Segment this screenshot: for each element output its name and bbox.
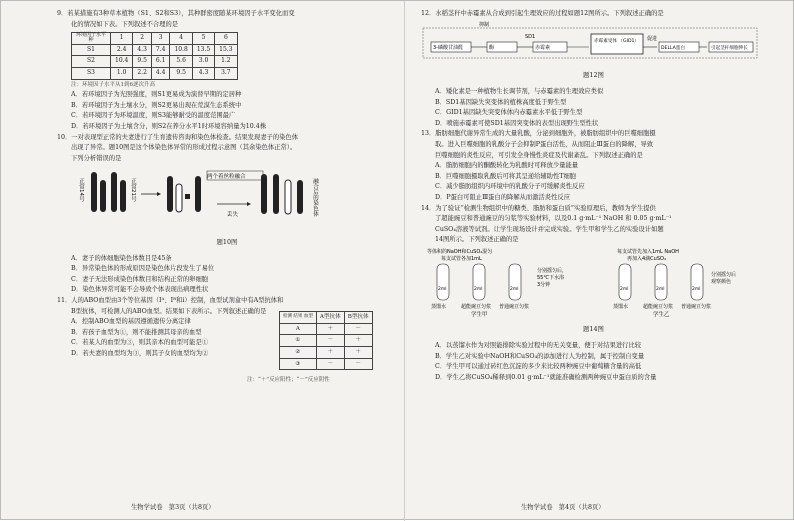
q10-stem-1: 10．一对表现型正常的夫妻进行了生育遗传咨询和染色体检查。结果发现妻子的染色体	[57, 133, 298, 141]
footer-page-3: 生物学试卷 第3页（共8页）	[131, 504, 215, 511]
q9-stem-1: 9．若某措施有3种草本植物（S1、S2和S3），其种群密度随某环境因子水平变化而变	[57, 10, 295, 17]
q14-b-top: 每支试管先加入1mL NaOH	[617, 248, 679, 255]
q13-option-c: C．减少脂肪组织内环境中的乳酸分子可缓解炎性反应	[435, 183, 585, 191]
q14-b-side: 分别摇匀后	[711, 271, 737, 278]
q14-line-1: 14．为了验证“检测生物组织中的糖类、脂肪和蛋白质”实验原理后，教师为学生提供	[421, 204, 656, 212]
q14-option-b: B．学生乙对实验中NaOH和CuSO₄的添加进行人为控制，属于控制自变量	[435, 352, 645, 360]
q12-effect: 引起茎秆细胞伸长	[711, 45, 748, 51]
table-row: ③ － －	[280, 358, 373, 370]
table-row: ② ＋ ＋	[280, 347, 373, 359]
q12-option-b: B．SD1基因缺失突变体的植株高度低于野生型	[435, 98, 567, 106]
table-row: A ＋ －	[280, 323, 373, 335]
q10-stem-2: 出现了异常。题10图是这个体染色体异常的形成过程示意图（其余染色体正常）。	[71, 144, 297, 152]
tube-volume: 2ml	[438, 286, 447, 292]
q12-caption: 题12图	[583, 70, 604, 79]
q9-option-c: C．若环境因子为环境温度，则S3能够耐受的温度范围最广	[71, 112, 236, 120]
table-row: S1 2.4 4.3 7.4 10.8 13.5 15.3	[72, 44, 238, 56]
q10-option-a: A．妻子的体细胞染色体数目是45条	[71, 254, 172, 262]
q14-line-2: 了超能豌豆和普通豌豆的匀浆等实验材料，以及0.1 g·mL⁻¹ NaOH 和 0.05 g·mL⁻¹	[435, 215, 672, 223]
q12-sd1: SD1	[525, 33, 536, 40]
q14-a-tube-2: 超能豌豆匀浆	[461, 303, 492, 310]
q9-stem-2: 化的情况如下表。下列叙述不合理的是	[71, 20, 179, 28]
q11-option-c: C．若某人的血型为③，则其亲本的血型可能是①	[71, 339, 209, 347]
q9-level: 3	[151, 33, 170, 45]
q11-header-a: A型抗体	[316, 312, 344, 324]
q12-option-d: D．喷施赤霉素可使SD1基因突变体的表型出现野生型性状	[435, 119, 599, 127]
tube-volume: 2ml	[620, 286, 629, 292]
q9-level: 2	[133, 33, 152, 45]
page-fold	[404, 1, 405, 521]
q9-level: 6	[215, 33, 237, 45]
q13-line-1: 13．脂肪细胞代谢异常生成的大量乳酸，分泌到细胞外，被脂肪组织中的巨噬细胞摄	[421, 130, 656, 138]
q9-option-b: B．若环境因子为土壤水分，则S2更易出现在荒漠生态系统中	[71, 101, 242, 109]
q11-note: 注：“＋”反应阳性；“－”反应阴性	[247, 377, 330, 384]
label-lost: 丢失	[227, 212, 239, 219]
q14-b-top2: 再加入4滴CuSO₄	[627, 255, 666, 262]
q9-option-a: A．若环境因子为光照强度，则S1更易成为演替早期的定居种	[71, 91, 242, 99]
q12-receptor: 赤霉素受体 （GID1）	[594, 38, 639, 44]
q14-caption: 题14图	[583, 325, 604, 334]
test-tube	[619, 264, 631, 300]
q10-option-b: B．异常染色体的形成原因是染色体片段发生了易位	[71, 265, 215, 273]
q9-level: 1	[111, 33, 133, 45]
label-fused: 融合后的染色体	[312, 178, 318, 217]
q9-table	[71, 32, 238, 79]
q12-promote: 促进	[647, 35, 658, 42]
q13-option-d: D．P蛋白可阻止Ⅲ蛋白的降解从而激活炎性反应	[435, 193, 570, 201]
q12-option-a: A．矮化素是一种植物生长调节剂，与赤霉素的生理效应类似	[435, 87, 604, 95]
q14-line-3: CuSO₄溶液等试剂。让学生现场设计并完成实验。学生甲和学生乙的实验设计如题	[435, 225, 664, 233]
q9-level: 5	[192, 33, 214, 45]
q11-stem-2: B型抗体，可检测人的ABO血型。结果如下表所示。下列叙述正确的是	[71, 307, 267, 315]
test-tube	[473, 264, 485, 300]
student-a-tubes	[437, 264, 521, 300]
q14-b-tube-2: 超能豌豆匀浆	[643, 303, 674, 310]
q9-level: 4	[170, 33, 192, 45]
q11-corner: 检测 结果 血型	[280, 312, 317, 324]
q14-b-tube-1: 蒸馏水	[613, 303, 629, 310]
q14-line-4: 14图所示。下列叙述正确的是	[435, 236, 519, 244]
q12-della: DELLA蛋白	[661, 45, 685, 51]
test-tube	[509, 264, 521, 300]
student-b-tubes	[619, 264, 703, 300]
q11-option-d: D．若夫妻的血型均为③，则其子女的血型均为②	[71, 350, 209, 358]
q14-a-cond3: 3分钟	[537, 281, 551, 288]
q14-a-cond2: 55℃下水浴	[537, 274, 564, 281]
table-row: ① － ＋	[280, 335, 373, 347]
q11-option-a: A．控制ABO血型的基因遵循遗传分离定律	[71, 318, 191, 326]
q12-option-c: C．GID1基因缺失突变体体内赤霉素水平低于野生型	[435, 109, 583, 117]
q11-block	[57, 314, 397, 384]
q14-b-name: 学生乙	[653, 311, 670, 318]
q14-b-side2: 观察颜色	[711, 278, 732, 285]
q14-option-c: C．学生甲可以通过砖红色沉淀的多少来比较两种豌豆中葡萄糖含量的高低	[435, 363, 642, 371]
q12-ga: 赤霉素	[535, 44, 551, 51]
q11-header-b: B型抗体	[344, 312, 372, 324]
q11-option-b: B．若孩子血型为①，则不能推测其母亲的血型	[71, 328, 202, 336]
q13-option-a: A．脂肪细胞内的酮酸转化为乳酸时可释放少量能量	[435, 162, 579, 170]
q12-inhibit: 抑制	[479, 21, 490, 28]
q9-note: 注：环境因子水平从1到6逐次升高	[71, 81, 155, 88]
tube-volume: 2ml	[656, 286, 665, 292]
q14-a-name: 学生甲	[471, 311, 488, 318]
q14-figure	[421, 246, 761, 318]
q10-caption: 题10图	[216, 237, 238, 246]
q14-option-a: A．以蒸馏水作为对照能排除实验过程中的无关变量，便于对结果进行比较	[435, 342, 642, 350]
q14-a-top2: 每支试管各加1mL	[441, 255, 482, 262]
page-4	[421, 9, 766, 384]
test-tube	[437, 264, 449, 300]
q14-a-tube-3: 普通豌豆匀浆	[499, 303, 530, 310]
q10-option-d: D．染色体异常可能不会导致个体表现出病理性状	[71, 286, 209, 294]
tube-volume: 2ml	[510, 286, 519, 292]
q10-figure	[77, 164, 377, 230]
q13-option-b: B．巨噬细胞摄取乳酸后可将其呈递给辅助性T细胞	[435, 172, 577, 180]
q12-enzyme: 酶	[489, 44, 495, 51]
q14-a-top: 等体积的NaOH和CuSO₄混匀	[427, 248, 493, 255]
test-tube	[655, 264, 667, 300]
q12-precursor: 3-磷酸甘油醛	[433, 44, 463, 51]
q13-line-2: 取。进入巨噬细胞的乳酸分子会抑制P蛋白活性，从而阻止Ⅲ蛋白的降解，导致	[435, 140, 654, 148]
label-two-fused: 两个着丝粒融合	[207, 174, 246, 181]
label-normal21: 正常21号	[130, 178, 136, 202]
tube-volume: 2ml	[474, 286, 483, 292]
q14-a-tube-1: 蒸馏水	[431, 303, 447, 310]
q13-line-3: 巨噬细胞的炎性反应，可引发全身慢性炎症及代谢紊乱。下列叙述正确的是	[435, 151, 643, 159]
q12-stem: 12．水稻茎秆中赤霉素从合成到引起生理效应的过程如题12图所示。下列叙述正确的是	[421, 10, 664, 17]
table-row: S3 1.0 2.2 4.4 9.5 4.3 3.7	[72, 67, 238, 79]
q9-option-d: D．若环境因子为土壤含分，则S2在养分水平1时环境容纳量为10.4株	[71, 122, 267, 130]
q9-table-corner: 环境因子水平 种	[72, 33, 111, 45]
table-row: S2 10.4 9.5 6.1 5.6 3.0 1.2	[72, 56, 238, 68]
tube-volume: 2ml	[692, 286, 701, 292]
q10-stem-3: 下列分析错误的是	[71, 154, 122, 162]
q12-figure	[421, 20, 761, 64]
label-normal14: 正常14号	[78, 178, 84, 202]
q11-table	[279, 311, 373, 370]
q14-b-tube-3: 普通豌豆匀浆	[681, 303, 712, 310]
q14-option-d: D．学生乙将CuSO₄稀释到0.01 g·mL⁻¹就能准确检测两种豌豆中蛋白质的含量	[435, 374, 657, 382]
q10-option-c: C．妻子无法形成染色体数目和结构正常的卵细胞	[71, 275, 209, 283]
q11-stem-1: 11．人的ABO血型由3个等位基因（Iᴬ、Iᴮ和i）控制，血型试剂盒中有A型抗体和	[57, 297, 284, 305]
page-3	[57, 9, 397, 384]
q14-a-cond: 分别摇匀后，	[537, 267, 568, 274]
footer-page-4: 生物学试卷 第4页（共8页）	[521, 504, 605, 511]
test-tube	[691, 264, 703, 300]
